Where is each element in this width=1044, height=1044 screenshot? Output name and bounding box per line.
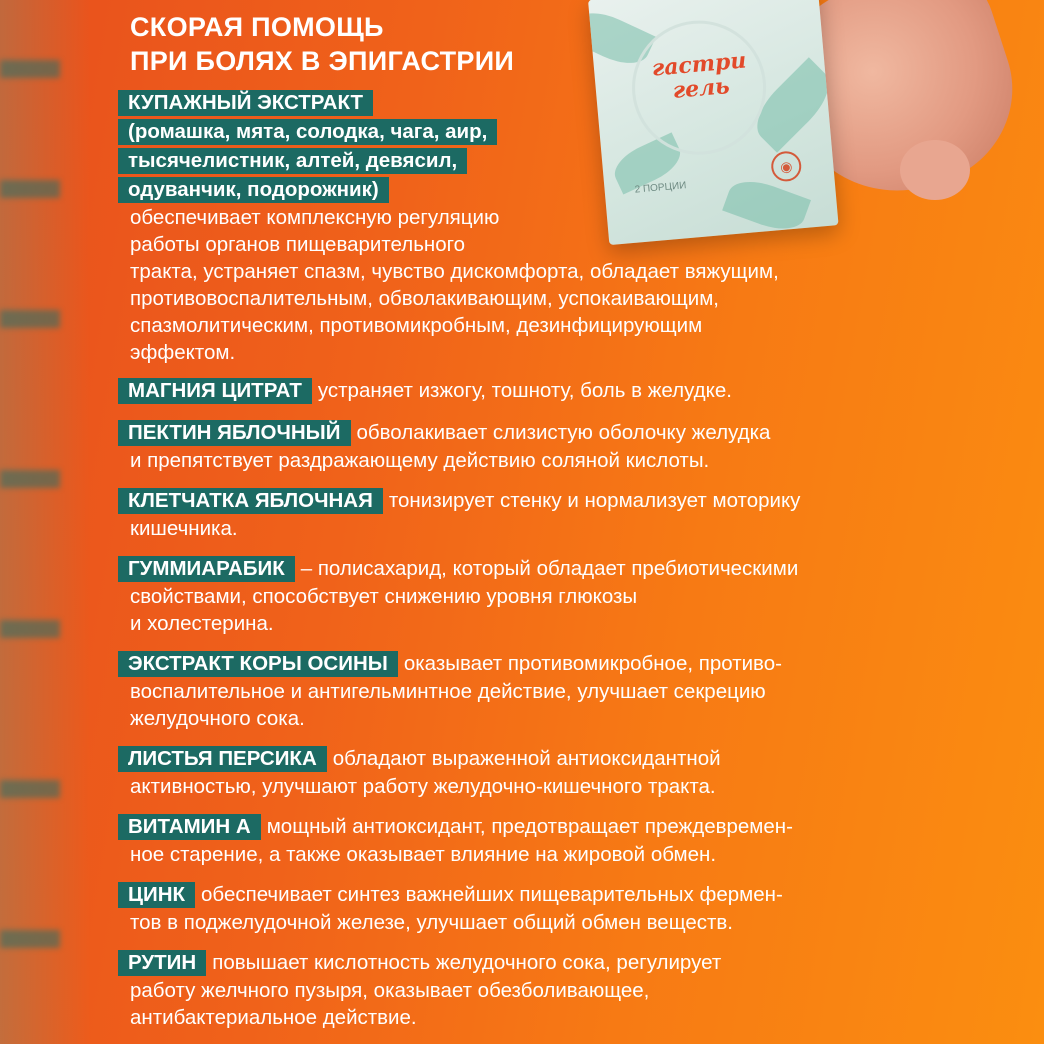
- ingredient-description: кишечника.: [130, 517, 238, 540]
- ingredient-item: [118, 880, 783, 936]
- desc-line: спазмолитическим, противомикробным, дезинфицирующим: [130, 314, 703, 337]
- desc-line: эффектом.: [130, 341, 236, 364]
- title-line-2: ПРИ БОЛЯХ В ЭПИГАСТРИИ: [130, 46, 515, 76]
- ingredient-description: устраняет изжогу, тошноту, боль в желудке.: [317, 379, 732, 402]
- ingredient-item: [118, 554, 798, 637]
- ingredient-description: тонизирует стенку и нормализует моторику: [388, 489, 801, 512]
- ingredient-description: [118, 204, 779, 366]
- tag-line: КУПАЖНЫЙ ЭКСТРАКТ: [128, 91, 364, 114]
- ingredient-description: повышает кислотность желудочного сока, регулирует: [212, 951, 722, 974]
- ingredient-description: активностью, улучшают работу желудочно-кишечного тракта.: [130, 775, 716, 798]
- brand-line-1: гастри: [650, 47, 748, 82]
- ingredient-tag: ВИТАМИН А: [118, 814, 261, 840]
- ingredient-description: ное старение, а также оказывает влияние на жировой обмен.: [130, 843, 717, 866]
- ingredient-tag: ЦИНК: [118, 882, 195, 908]
- ingredient-description: антибактериальное действие.: [130, 1006, 417, 1029]
- title-line-1: СКОРАЯ ПОМОЩЬ: [130, 12, 384, 42]
- decor-block: [0, 60, 60, 78]
- stomach-icon: ◉: [770, 150, 803, 183]
- decor-block: [0, 780, 60, 798]
- ingredient-tag: ЛИСТЬЯ ПЕРСИКА: [118, 746, 327, 772]
- ingredient-tag: [118, 90, 497, 203]
- ingredient-description: обволакивает слизистую оболочку желудка: [356, 421, 771, 444]
- page-title: [130, 10, 514, 78]
- left-decor-strip: [0, 0, 90, 1044]
- ingredient-tag: КЛЕТЧАТКА ЯБЛОЧНАЯ: [118, 488, 383, 514]
- finger-image: [900, 140, 970, 200]
- desc-line: работы органов пищеварительного: [130, 233, 466, 256]
- ingredient-item: [118, 376, 732, 405]
- ingredient-description: обладают выраженной антиоксидантной: [332, 747, 721, 770]
- brand-line-2: гель: [671, 73, 731, 104]
- ingredient-description: – полисахарид, который обладает пребиотическими: [300, 557, 799, 580]
- ingredient-description: мощный антиоксидант, предотвращает преждевремен-: [266, 815, 793, 838]
- ingredient-description: обеспечивает синтез важнейших пищеварительных фермен-: [201, 883, 783, 906]
- ingredient-tag: ЭКСТРАКТ КОРЫ ОСИНЫ: [118, 651, 398, 677]
- desc-line: тракта, устраняет спазм, чувство дискомфорта, обладает вяжущим,: [130, 260, 779, 283]
- ingredient-item: [118, 486, 800, 542]
- tag-line: одуванчик, подорожник): [128, 178, 379, 201]
- ingredient-tag: ПЕКТИН ЯБЛОЧНЫЙ: [118, 420, 351, 446]
- decor-block: [0, 310, 60, 328]
- decor-block: [0, 470, 60, 488]
- decor-block: [0, 930, 60, 948]
- ingredient-tag: МАГНИЯ ЦИТРАТ: [118, 378, 312, 404]
- desc-line: противовоспалительным, обволакивающим, успокаивающим,: [130, 287, 720, 310]
- ingredient-tag: РУТИН: [118, 950, 206, 976]
- tag-line: тысячелистник, алтей, девясил,: [128, 149, 458, 172]
- ingredient-item: [118, 418, 770, 474]
- ingredient-description: воспалительное и антигельминтное действие, улучшает секрецию: [130, 680, 766, 703]
- ingredient-item: [118, 812, 793, 868]
- ingredient-tag: ГУММИАРАБИК: [118, 556, 295, 582]
- ingredient-description: желудочного сока.: [130, 707, 305, 730]
- decor-block: [0, 620, 60, 638]
- ingredient-description: и холестерина.: [130, 612, 274, 635]
- tag-line: (ромашка, мята, солодка, чага, аир,: [128, 120, 488, 143]
- ingredient-description: тов в поджелудочной железе, улучшает общий обмен веществ.: [130, 911, 733, 934]
- ingredient-description: оказывает противомикробное, противо-: [403, 652, 782, 675]
- ingredient-item: [118, 744, 721, 800]
- ingredient-item: [118, 649, 782, 732]
- ingredient-item: [118, 948, 721, 1031]
- ingredient-item: [118, 88, 779, 366]
- ingredient-description: и препятствует раздражающему действию соляной кислоты.: [130, 449, 710, 472]
- decor-block: [0, 180, 60, 198]
- desc-line: обеспечивает комплексную регуляцию: [130, 206, 500, 229]
- portions-label: 2 ПОРЦИИ: [634, 180, 687, 196]
- ingredient-description: свойствами, способствует снижению уровня глюкозы: [130, 585, 638, 608]
- ingredient-description: работу желчного пузыря, оказывает обезболивающее,: [130, 979, 650, 1002]
